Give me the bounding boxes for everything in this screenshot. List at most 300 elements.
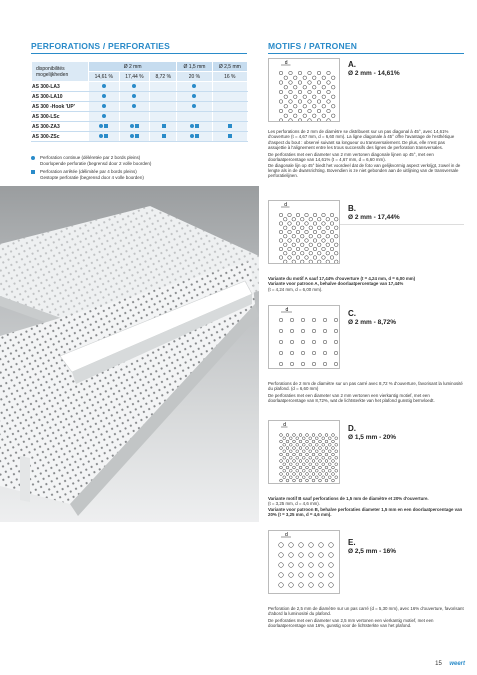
dot-marker-icon [31, 156, 35, 160]
table-cell [177, 92, 212, 102]
perforation-hole [302, 476, 305, 479]
table-cell [89, 132, 120, 142]
dot-marker-icon [190, 134, 194, 138]
perforation-hole [317, 226, 321, 230]
perforation-hole [334, 362, 338, 366]
perforation-hole [279, 247, 283, 251]
perforation-hole [284, 104, 288, 108]
perforation-hole [293, 104, 297, 108]
motif-a-diagram [268, 58, 340, 122]
group-2mm: Ø 2 mm [89, 62, 177, 72]
perforation-hole [290, 329, 294, 333]
motif-c-letter: C. [348, 309, 356, 318]
perforation-hole [299, 473, 302, 476]
perforation-hole [309, 234, 313, 238]
table-cell [177, 82, 212, 92]
perforation-hole [299, 447, 302, 450]
perforation-hole [331, 104, 335, 108]
perforation-hole [331, 95, 335, 99]
perforation-hole [303, 76, 307, 80]
perforation-hole [299, 460, 302, 463]
perforation-hole [279, 340, 283, 344]
perforation-hole [306, 453, 309, 456]
perforation-hole [325, 440, 328, 443]
dot-marker-icon [102, 114, 106, 118]
perforation-hole [286, 466, 289, 469]
motif-d-letter: D. [348, 424, 356, 433]
perforation-hole [319, 543, 324, 548]
perforation-hole [312, 473, 315, 476]
perforation-hole [309, 450, 312, 453]
perforation-hole [279, 119, 283, 121]
perforation-hole [334, 226, 338, 230]
perforation-hole [322, 437, 325, 440]
perforation-hole [302, 469, 305, 472]
perforation-hole [312, 362, 316, 366]
perforation-hole [289, 476, 292, 479]
perforation-hole [313, 239, 317, 243]
perforation-hole [279, 222, 283, 226]
dot-marker-icon [130, 134, 134, 138]
perforation-hole [332, 479, 335, 482]
perforation-hole [326, 243, 330, 247]
perforation-hole [306, 479, 309, 482]
perforation-hole [279, 573, 284, 578]
perforation-hole [317, 260, 321, 263]
perforation-hole [335, 456, 338, 459]
perforation-hole [293, 95, 297, 99]
perforation-hole [288, 222, 292, 226]
perforation-hole [323, 318, 327, 322]
perforation-hole [308, 100, 312, 104]
perforation-hole [289, 463, 292, 466]
perforation-hole [289, 90, 293, 94]
perforation-hole [319, 434, 322, 437]
table-cell [119, 112, 150, 122]
perforation-hole [325, 460, 328, 463]
perforation-hole [322, 247, 326, 251]
table-row [32, 122, 248, 132]
motif-c [268, 305, 464, 403]
perforation-hole [280, 479, 283, 482]
perforation-hole [280, 473, 283, 476]
perforation-hole [280, 440, 283, 443]
perforation-hole [319, 573, 324, 578]
perforation-hole [290, 351, 294, 355]
perforation-hole [286, 447, 289, 450]
perforation-hole [283, 260, 287, 263]
perforation-hole [301, 362, 305, 366]
perforation-hole [313, 222, 317, 226]
perforation-hole [286, 434, 289, 437]
perforation-hole [317, 100, 321, 104]
perforation-hole [293, 76, 297, 80]
dot-marker-icon [130, 124, 134, 128]
perforation-hole [326, 226, 330, 230]
perforation-hole [289, 119, 293, 121]
perforation-hole [288, 230, 292, 234]
perforation-hole [289, 543, 294, 548]
perforation-hole [322, 95, 326, 99]
table-cell [150, 132, 177, 142]
perforation-hole [319, 453, 322, 456]
perforation-hole [329, 583, 334, 588]
table-cell [119, 92, 150, 102]
perforation-hole [322, 213, 326, 217]
perforation-hole [299, 434, 302, 437]
perforation-hole [280, 434, 283, 437]
perforation-hole [305, 247, 309, 251]
motif-b-text: Variante du motif A sauf 17,44% d'ouverture (t = 4,24 mm, d = 6,00 mm) Variante voor patroon A, behalve doorlaatpercentage van 17,44% (t = 4,24 mm, d = 6,00 mm). [268, 276, 416, 292]
perforation-hole [279, 90, 283, 94]
perforation-hole [290, 340, 294, 344]
perforation-hole [327, 90, 331, 94]
perforation-hole [279, 362, 283, 366]
perforation-hole [309, 563, 314, 568]
perforation-hole [335, 450, 338, 453]
perforation-hole [317, 109, 321, 113]
perforation-hole [312, 434, 315, 437]
square-marker-icon [195, 124, 199, 128]
table-row [32, 82, 248, 92]
motif-a-pattern [269, 59, 339, 121]
perforation-hole [312, 318, 316, 322]
perforation-hole [322, 239, 326, 243]
perforation-hole [328, 443, 331, 446]
perforation-hole [328, 476, 331, 479]
row-label: AS 300-LA10 [32, 92, 89, 102]
perforation-hole [296, 256, 300, 260]
perforation-hole [328, 469, 331, 472]
perforation-hole [280, 453, 283, 456]
table-cell [119, 102, 150, 112]
perforation-hole [279, 109, 283, 113]
perforation-hole [309, 226, 313, 230]
perforation-hole [335, 437, 338, 440]
perforation-hole [288, 239, 292, 243]
perforation-hole [329, 573, 334, 578]
legend-item-stopped: Perforation arrêtée (délimitée par 4 bords pleins) Gestopte perforatie (begrensd door 4 volle boorden) [31, 169, 246, 180]
perforation-hole [289, 437, 292, 440]
perforation-hole [332, 440, 335, 443]
perforation-hole [315, 456, 318, 459]
perforation-hole [335, 476, 338, 479]
perforation-hole [334, 351, 338, 355]
perforation-hole [332, 466, 335, 469]
table-cell [119, 82, 150, 92]
table-cell [150, 102, 177, 112]
perforation-hole [298, 119, 302, 121]
perforation-hole [330, 239, 334, 243]
perforation-hole [313, 230, 317, 234]
perforation-hole [322, 443, 325, 446]
perforation-hole [296, 469, 299, 472]
perforation-hole [300, 234, 304, 238]
table-cell [212, 82, 247, 92]
motif-e [268, 530, 464, 628]
perforation-hole [305, 239, 309, 243]
perforation-hole [317, 119, 321, 121]
table-row [32, 92, 248, 102]
dot-marker-icon [132, 84, 136, 88]
perforation-hole [323, 329, 327, 333]
perforation-hole [312, 340, 316, 344]
perforation-hole [279, 256, 283, 260]
perforation-hole [299, 466, 302, 469]
dot-marker-icon [190, 124, 194, 128]
perforation-hole [325, 447, 328, 450]
perforation-hole [309, 243, 313, 247]
perforation-hole [330, 247, 334, 251]
perforation-hole [326, 217, 330, 221]
perforation-hole [315, 476, 318, 479]
perforation-hole [283, 450, 286, 453]
perforation-hole [302, 437, 305, 440]
perforation-hole [296, 463, 299, 466]
perforation-hole [308, 109, 312, 113]
perforation-hole [334, 217, 338, 221]
table-cell [177, 102, 212, 112]
perforation-hole [279, 553, 284, 558]
perforation-hole [317, 81, 321, 85]
perforation-hole [301, 329, 305, 333]
perforation-hole [309, 553, 314, 558]
perforation-hole [326, 251, 330, 255]
brand-logo: weert [449, 661, 465, 667]
perforation-hole [298, 71, 302, 75]
perforation-hole [331, 114, 335, 118]
perforation-hole [319, 563, 324, 568]
pct-16: 16 % [212, 72, 247, 82]
table-cell [177, 112, 212, 122]
dot-marker-icon [102, 94, 106, 98]
perforation-hole [317, 234, 321, 238]
perforation-hole [303, 95, 307, 99]
table-row [32, 132, 248, 142]
perforation-hole [290, 318, 294, 322]
perforation-hole [312, 447, 315, 450]
motif-a-letter: A. [348, 60, 356, 69]
perforation-hole [283, 243, 287, 247]
perforation-hole [335, 469, 338, 472]
perforation-hole [293, 434, 296, 437]
perforation-hole [309, 437, 312, 440]
table-cell [177, 132, 212, 142]
perforation-hole [303, 85, 307, 89]
perforation-hole [326, 234, 330, 238]
perforation-hole [279, 239, 283, 243]
perforation-hole [309, 573, 314, 578]
table-cell [89, 82, 120, 92]
right-title-rule [268, 53, 464, 54]
perforation-hole [305, 256, 309, 260]
perforation-hole [284, 114, 288, 118]
perforation-hole [289, 443, 292, 446]
motif-e-text: Perforation de 2,5 mm de diamètre sur un pas carré (d = 5,30 mm), avec 16% d'ouverture, favorisant d'abord la luminosité du plafond. De perforaties met een diameter van 2,5 mm vertonen een vierkantig motief, met een doorlaatpercentage van 16%, gunstig voor de lichtsterkte van het plafond. [268, 606, 464, 628]
table-cell [89, 122, 120, 132]
perforation-hole [319, 447, 322, 450]
perforation-hole [286, 473, 289, 476]
perforation-hole [293, 447, 296, 450]
perforation-hole [312, 95, 316, 99]
perforation-hole [284, 76, 288, 80]
perforation-hole [306, 440, 309, 443]
table-cell [212, 122, 247, 132]
perforation-hole [299, 573, 304, 578]
motif-b-spec: Ø 2 mm - 17,44% [348, 214, 400, 221]
table-cell [89, 102, 120, 112]
legend [31, 155, 246, 180]
table-cell [119, 132, 150, 142]
perforation-hole [305, 222, 309, 226]
square-marker-icon [135, 124, 139, 128]
table-cell [89, 92, 120, 102]
dot-marker-icon [99, 124, 103, 128]
perforation-hole [296, 247, 300, 251]
motif-b [268, 200, 464, 300]
perforation-hole [296, 230, 300, 234]
square-marker-icon [104, 124, 108, 128]
motif-e-pattern [269, 531, 339, 593]
table-row [32, 102, 248, 112]
perforation-hole [327, 100, 331, 104]
perforation-hole [279, 543, 284, 548]
motif-c-pattern [269, 306, 339, 368]
perforation-hole [305, 213, 309, 217]
perforation-hole [330, 256, 334, 260]
perforation-hole [283, 469, 286, 472]
perforation-hole [326, 260, 330, 263]
perforation-hole [309, 463, 312, 466]
perforation-hole [283, 437, 286, 440]
perforation-hole [313, 213, 317, 217]
dot-marker-icon [99, 134, 103, 138]
dimension-label: d [285, 307, 289, 313]
perforation-hole [309, 456, 312, 459]
perforation-hole [319, 479, 322, 482]
perforation-hole [309, 583, 314, 588]
perforation-hole [319, 460, 322, 463]
perforation-hole [279, 230, 283, 234]
perforation-hole [322, 222, 326, 226]
perforation-hole [300, 251, 304, 255]
perforation-hole [312, 85, 316, 89]
perforation-hole [322, 85, 326, 89]
table-cell [150, 82, 177, 92]
perforation-hole [327, 81, 331, 85]
motif-d-spec: Ø 1,5 mm - 20% [348, 434, 397, 441]
perforation-hole [315, 463, 318, 466]
page-number: 15 [435, 661, 442, 667]
dot-marker-icon [192, 104, 196, 108]
perforation-hole [302, 456, 305, 459]
motif-d-diagram [268, 420, 340, 484]
perforation-hole [325, 473, 328, 476]
perforation-hole [308, 90, 312, 94]
perforation-hole [296, 443, 299, 446]
perforation-hole [279, 329, 283, 333]
perforation-hole [279, 563, 284, 568]
perforation-table [31, 61, 248, 142]
perforation-hole [315, 469, 318, 472]
table-cell [150, 92, 177, 102]
perforation-hole [283, 443, 286, 446]
page-footer [400, 652, 465, 670]
motif-a-spec: Ø 2 mm - 14,61% [348, 70, 400, 77]
perforation-hole [322, 76, 326, 80]
square-marker-icon [195, 134, 199, 138]
perforation-hole [308, 119, 312, 121]
perforation-hole [283, 234, 287, 238]
perforation-hole [331, 85, 335, 89]
perforation-hole [279, 318, 283, 322]
perforation-hole [286, 440, 289, 443]
row-label: AS 300-ZA3 [32, 122, 89, 132]
perforation-hole [329, 553, 334, 558]
perforation-hole [317, 243, 321, 247]
perforation-hole [301, 340, 305, 344]
perforation-hole [322, 463, 325, 466]
table-cell [212, 112, 247, 122]
perforation-hole [306, 466, 309, 469]
motif-c-diagram [268, 305, 340, 369]
motif-b-diagram [268, 200, 340, 264]
perforation-hole [303, 104, 307, 108]
perforation-hole [286, 479, 289, 482]
pct-14: 14,61 % [89, 72, 120, 82]
perforation-hole [332, 434, 335, 437]
perforation-hole [306, 473, 309, 476]
square-marker-icon [31, 170, 35, 174]
row-label: AS 300-LA3 [32, 82, 89, 92]
table-cell [150, 112, 177, 122]
pct-20: 20 % [177, 72, 212, 82]
motif-a-text: Les perforations de 2 mm de diamètre se distribuent sur un pas diagonal à 45°, avec 14,61% d'ouverture (t = 4,67 mm, d = 6,60 mm). La ligne diagonale à 45° offre l'avantage de l'esthétique d'aspect du bout : observé suivant sa longueur ou transversalement. De plus, elle n'est pas assujettie à l'alignement entre les trous successifs des lignes de perforation transversales. De perforaties met een diameter van 2 mm vertonen diagonale lijnen op 45°, met een doorlaatpercentage van 14,61% (t = 4,67 mm, d = 6,60 mm). De diagonale lijn op 45° biedt het voordeel dat de foto van gelijkvormig aspect verkrijgt, zowel in de lengte als in de dwarsrichting. Bovendien is ze niet gebonden aan de uitlijning van de transversale perforatielijnen. [268, 129, 461, 179]
perforation-hole [283, 226, 287, 230]
perforation-hole [308, 71, 312, 75]
perforation-hole [328, 463, 331, 466]
perforation-hole [325, 479, 328, 482]
perforation-hole [279, 81, 283, 85]
motif-c-text: Perforations de 2 mm de diamètre sur un pas carré avec 8,72 % d'ouverture, favorisant la luminosité du plafond. (d = 6,60 mm) De perforaties met een diameter van 2 mm vertonen een vierkantig motief, met een doorlaatpercentage van 8,72%, wat de lichtsterkte van het plafond gunstig beïnvloedt. [268, 381, 463, 403]
perforation-hole [279, 213, 283, 217]
perforation-hole [317, 251, 321, 255]
perforation-hole [296, 437, 299, 440]
left-title-rule [31, 53, 247, 54]
perforation-hole [317, 90, 321, 94]
perforation-hole [309, 543, 314, 548]
perforation-hole [312, 440, 315, 443]
perforation-hole [280, 466, 283, 469]
pct-8: 8,72 % [150, 72, 177, 82]
perforation-hole [286, 460, 289, 463]
perforation-hole [301, 351, 305, 355]
perforation-hole [293, 440, 296, 443]
perforation-hole [309, 260, 313, 263]
perforation-hole [309, 443, 312, 446]
perforation-hole [292, 217, 296, 221]
table-cell [212, 102, 247, 112]
perforation-hole [312, 114, 316, 118]
perforation-hole [332, 453, 335, 456]
perforation-hole [330, 213, 334, 217]
perforation-hole [302, 450, 305, 453]
square-marker-icon [135, 134, 139, 138]
perforation-hole [299, 563, 304, 568]
perforation-hole [284, 85, 288, 89]
perforation-hole [289, 563, 294, 568]
perforation-hole [289, 583, 294, 588]
